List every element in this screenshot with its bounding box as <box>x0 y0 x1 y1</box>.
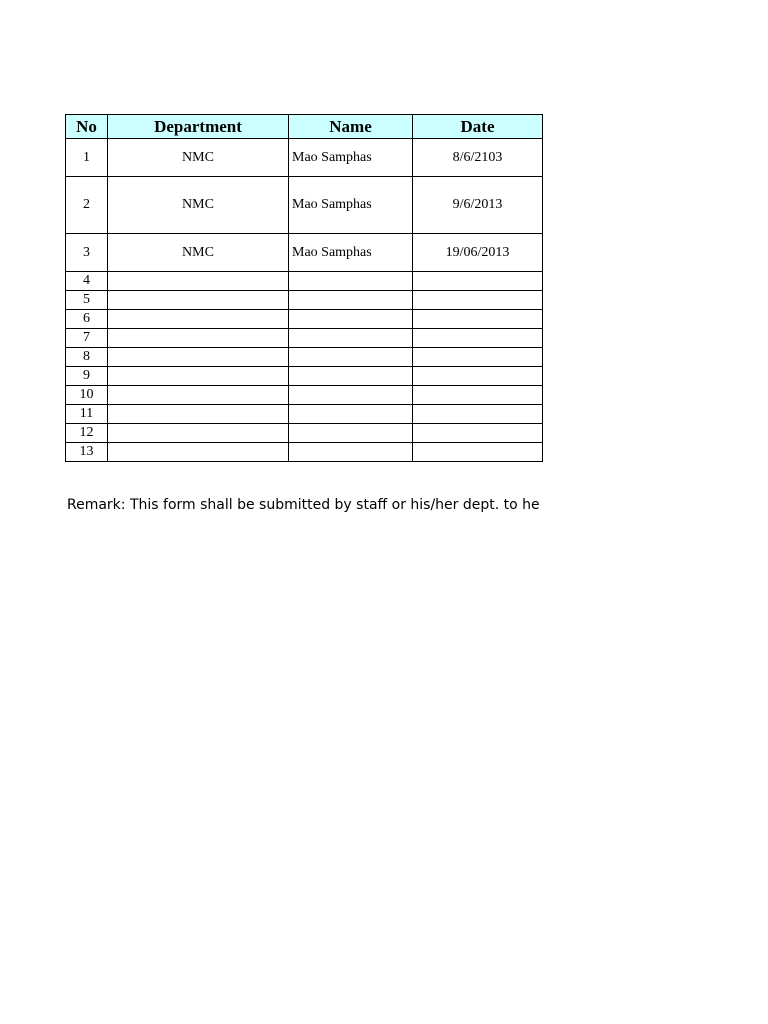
cell-no[interactable]: 1 <box>66 139 108 177</box>
cell-no[interactable]: 2 <box>66 177 108 234</box>
cell-department[interactable] <box>108 291 289 310</box>
table-header-row <box>66 115 543 139</box>
table-row <box>66 329 543 348</box>
table-row <box>66 424 543 443</box>
table-row <box>66 443 543 462</box>
cell-date[interactable] <box>413 272 543 291</box>
table-row <box>66 139 543 177</box>
cell-name[interactable]: Mao Samphas <box>289 177 413 234</box>
cell-department[interactable] <box>108 272 289 291</box>
cell-date[interactable]: 9/6/2013 <box>413 177 543 234</box>
cell-date[interactable] <box>413 348 543 367</box>
cell-name[interactable] <box>289 424 413 443</box>
table-row <box>66 348 543 367</box>
cell-department[interactable] <box>108 329 289 348</box>
cell-no[interactable]: 5 <box>66 291 108 310</box>
cell-name[interactable] <box>289 329 413 348</box>
cell-date[interactable] <box>413 424 543 443</box>
staff-table <box>65 114 543 462</box>
cell-name[interactable] <box>289 405 413 424</box>
cell-name[interactable] <box>289 348 413 367</box>
table-row <box>66 291 543 310</box>
table-row <box>66 310 543 329</box>
cell-date[interactable] <box>413 443 543 462</box>
cell-department[interactable] <box>108 367 289 386</box>
cell-department[interactable]: NMC <box>108 139 289 177</box>
cell-date[interactable]: 19/06/2013 <box>413 234 543 272</box>
cell-no[interactable]: 10 <box>66 386 108 405</box>
cell-date[interactable] <box>413 405 543 424</box>
cell-no[interactable]: 7 <box>66 329 108 348</box>
table-row <box>66 272 543 291</box>
cell-name[interactable] <box>289 291 413 310</box>
cell-date[interactable] <box>413 291 543 310</box>
cell-no[interactable]: 8 <box>66 348 108 367</box>
cell-no[interactable]: 6 <box>66 310 108 329</box>
cell-no[interactable]: 12 <box>66 424 108 443</box>
remark-text: Remark: This form shall be submitted by staff or his/her dept. to he <box>67 497 540 513</box>
header-name[interactable]: Name <box>289 115 413 139</box>
cell-name[interactable] <box>289 386 413 405</box>
cell-department[interactable] <box>108 405 289 424</box>
cell-date[interactable] <box>413 329 543 348</box>
header-no[interactable]: No <box>66 115 108 139</box>
cell-name[interactable] <box>289 367 413 386</box>
cell-no[interactable]: 11 <box>66 405 108 424</box>
cell-name[interactable]: Mao Samphas <box>289 139 413 177</box>
cell-date[interactable] <box>413 367 543 386</box>
cell-no[interactable]: 4 <box>66 272 108 291</box>
cell-department[interactable]: NMC <box>108 234 289 272</box>
cell-department[interactable] <box>108 386 289 405</box>
cell-no[interactable]: 3 <box>66 234 108 272</box>
table-row <box>66 386 543 405</box>
cell-department[interactable] <box>108 348 289 367</box>
cell-no[interactable]: 13 <box>66 443 108 462</box>
table-row <box>66 367 543 386</box>
cell-no[interactable]: 9 <box>66 367 108 386</box>
cell-department[interactable] <box>108 443 289 462</box>
table-row <box>66 405 543 424</box>
cell-name[interactable] <box>289 443 413 462</box>
cell-department[interactable] <box>108 310 289 329</box>
cell-name[interactable]: Mao Samphas <box>289 234 413 272</box>
cell-department[interactable]: NMC <box>108 177 289 234</box>
cell-name[interactable] <box>289 310 413 329</box>
cell-date[interactable] <box>413 386 543 405</box>
table-row <box>66 177 543 234</box>
header-date[interactable]: Date <box>413 115 543 139</box>
cell-name[interactable] <box>289 272 413 291</box>
header-department[interactable]: Department <box>108 115 289 139</box>
table-row <box>66 234 543 272</box>
cell-date[interactable]: 8/6/2103 <box>413 139 543 177</box>
cell-date[interactable] <box>413 310 543 329</box>
cell-department[interactable] <box>108 424 289 443</box>
